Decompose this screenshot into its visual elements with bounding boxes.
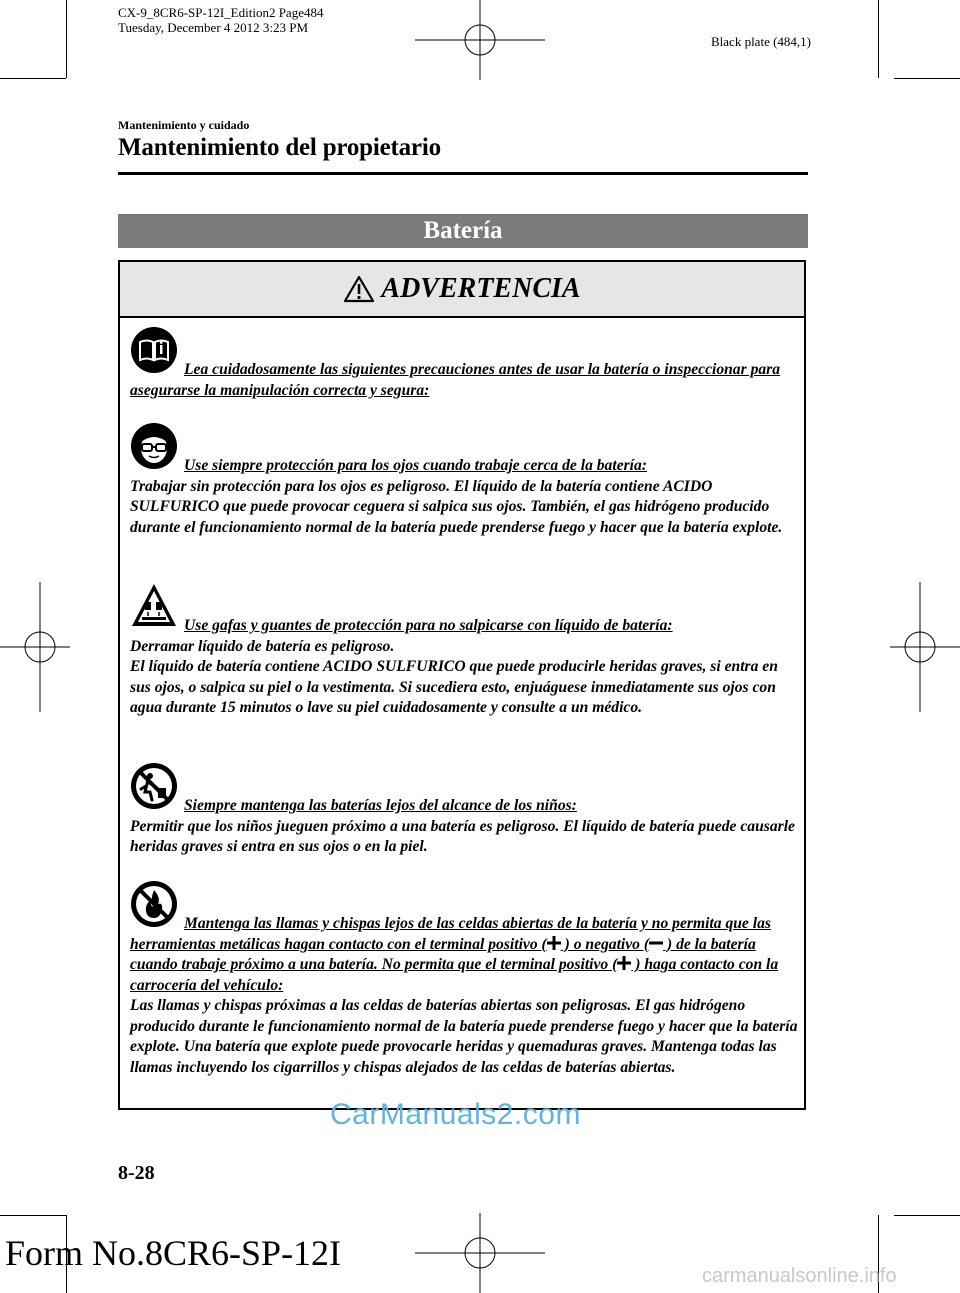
page-number: 8-28: [118, 1162, 155, 1184]
warning-block-heading: Use siempre protección para los ojos cuando trabaje cerca de la batería:: [184, 457, 648, 474]
warning-box: [118, 260, 806, 1110]
section-band-title: Batería: [118, 214, 808, 248]
warning-header: [120, 262, 804, 318]
section-label: Mantenimiento y cuidado: [118, 118, 250, 132]
warning-block-body: Permitir que los niños jueguen próximo a una batería es peligroso. El líquido de batería puede causarle heridas graves si entra en sus ojos o en la piel.: [130, 817, 795, 855]
heading-text: Mantenga las llamas y chispas lejos de las celdas abiertas de la batería y no permita que las herramientas metálicas hagan contacto con el terminal positivo (: [130, 915, 771, 953]
print-plate: Black plate (484,1): [711, 34, 811, 49]
minus-symbol-icon: [649, 936, 663, 950]
warning-block: [130, 762, 800, 858]
plus-symbol-icon: [547, 936, 561, 950]
title-rule: [118, 172, 808, 175]
form-number: Form No.8CR6-SP-12I: [5, 1233, 342, 1273]
registration-mark-icon: [890, 582, 960, 712]
print-date-line: Tuesday, December 4 2012 3:23 PM: [118, 20, 309, 35]
warning-triangle-icon: [343, 275, 375, 303]
warning-block-body: Derramar líquido de batería es peligroso. El líquido de batería contiene ACIDO SULFURICO que puede producirle heridas graves, si entra en sus ojos, o salpica su piel o la vestimenta. Si sucediera esto, enjuáguese inmediatamente sus ojos con agua durante 15 minutos o lave su piel cuidadosamente y consulte a un médico.: [130, 637, 778, 716]
warning-block-heading: [130, 880, 800, 996]
manual-book-icon: [130, 326, 178, 374]
warning-block-body: Las llamas y chispas próximas a las celdas de baterías abiertas son peligrosas. El gas hidrógeno producido durante le funcionamiento normal de la batería puede prenderse fuego y hacer que la batería explote. Una batería que explote puede provocarle heridas y quemaduras graves. Mantenga todas las llamas incluyendo los cigarrillos y chispas alejados de las celdas de baterías abiertas.: [130, 997, 798, 1076]
warning-block-heading: Siempre mantenga las baterías lejos del alcance de los niños:: [184, 797, 577, 814]
site-url: carmanualsonline.info: [702, 1265, 897, 1287]
warning-block-heading: Use gafas y guantes de protección para no salpicarse con líquido de batería:: [184, 617, 673, 634]
heading-text: ) o negativo (: [560, 935, 650, 953]
warning-title: ADVERTENCIA: [381, 273, 581, 304]
keep-children-away-icon: [130, 762, 178, 810]
crop-mark: [894, 1215, 960, 1216]
crop-mark: [878, 0, 879, 78]
warning-block-body: Trabajar sin protección para los ojos es peligroso. El líquido de la batería contiene ACIDO SULFURICO que puede provocar ceguera si salpica sus ojos. También, el gas hidrógeno producido durante el funcionamiento normal de la batería puede prenderse fuego y hacer que la batería explote.: [130, 477, 783, 536]
print-file-line: CX-9_8CR6-SP-12I_Edition2 Page484: [118, 5, 324, 20]
warning-block: [130, 326, 800, 401]
warning-block: [130, 582, 800, 719]
warning-block-heading: Lea cuidadosamente las siguientes precauciones antes de usar la batería o inspeccionar para asegurarse la manipulación correcta y segura:: [130, 361, 781, 399]
plus-symbol-icon: [617, 956, 631, 970]
corrosive-icon: [130, 582, 178, 630]
warning-block: [130, 880, 800, 1078]
warning-block: [130, 422, 800, 538]
crop-mark: [0, 78, 66, 79]
heading-text: ) de la batería cuando trabaje próximo a una batería. No permita que el terminal positivo (: [130, 935, 756, 973]
registration-mark-icon: [415, 1213, 545, 1293]
heading-text: ) haga contacto con la carrocería del vehículo:: [130, 956, 779, 994]
crop-mark: [894, 78, 960, 79]
watermark: CarManuals2.com: [330, 1098, 581, 1131]
eye-protection-icon: [130, 422, 178, 470]
no-flame-icon: [130, 880, 178, 928]
registration-mark-icon: [415, 0, 545, 80]
crop-mark: [66, 0, 67, 78]
chapter-title: Mantenimiento del propietario: [118, 134, 441, 161]
crop-mark: [0, 1215, 66, 1216]
registration-mark-icon: [0, 582, 70, 712]
